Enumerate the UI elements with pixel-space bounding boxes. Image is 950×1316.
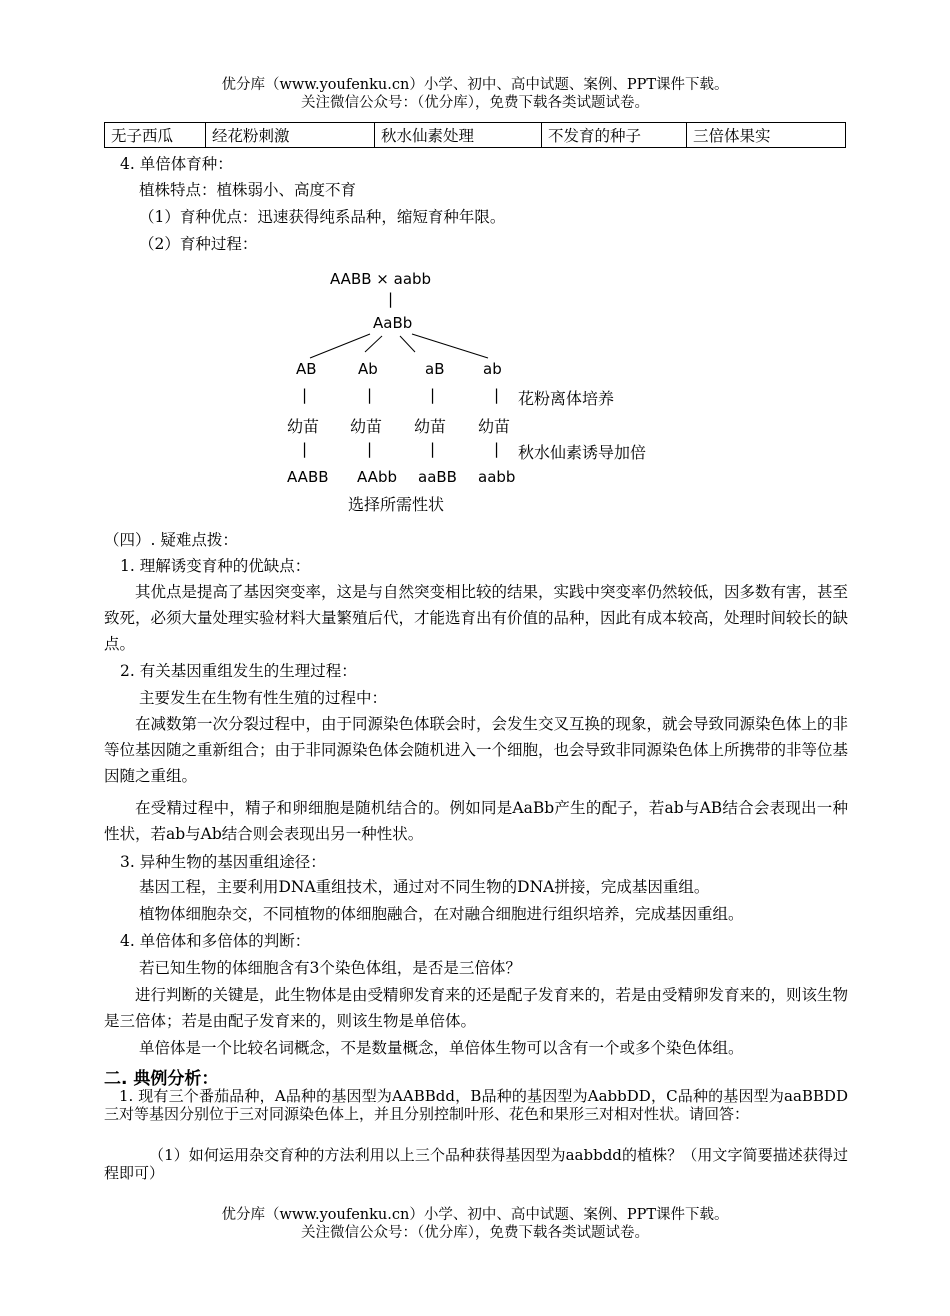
footer-line-1: 优分库（www.youfenku.cn）小学、初中、高中试题、案例、PPT课件下载。 [221,1207,729,1223]
question-1: 1. 现有三个番茄品种，A品种的基因型为AABBdd，B品种的基因型为AabbDD，C品种的基因型为aaBBDD三对等基因分别位于三对同源染色体上，并且分别控制叶形、花色和果形三对相对性状。请回答： [104,1087,848,1123]
result-genotype: AAbb [357,468,397,486]
section4-title: （四）. 疑难点拨： [104,531,238,549]
parents-cross: AABB × aabb [330,270,432,288]
haploid-process: （2）育种过程： [139,235,258,253]
connector-line: | [302,440,308,458]
table-cell: 无子西瓜 [105,123,206,148]
branch-lines [290,330,510,360]
f1-genotype: AaBb [373,314,413,332]
connector-line: | [367,440,373,458]
haploid-traits: 植株特点：植株弱小、高度不育 [139,181,357,199]
gamete-label: Ab [358,360,378,378]
p4-c: 单倍体是一个比较名词概念，不是数量概念，单倍体生物可以含有一个或多个染色体组。 [139,1039,744,1057]
p3-b: 植物体细胞杂交，不同植物的体细胞融合，在对融合细胞进行组织培养，完成基因重组。 [139,905,744,923]
p1-title: 1. 理解诱变育种的优缺点： [120,557,311,575]
p1-text: 其优点是提高了基因突变率，这是与自然突变相比较的结果，实践中突变率仍然较低，因多数有害，甚至致死，必须大量处理实验材料大量繁殖后代，才能选育出有价值的品种，因此有成本较高，处理时间较长的缺点。 [104,583,849,653]
step-colchicine: 秋水仙素诱导加倍 [518,443,647,462]
p3-title: 3. 异种生物的基因重组途径： [120,853,326,871]
connector-line: | [367,386,373,404]
haploid-title: 4. 单倍体育种： [120,155,233,173]
result-genotype: aaBB [418,468,457,486]
gamete-label: AB [296,360,317,378]
footer-line-2: 关注微信公众号：（优分库），免费下载各类试题试卷。 [301,1225,649,1241]
p2-title: 2. 有关基因重组发生的生理过程： [120,662,357,680]
table-cell: 不发育的种子 [542,123,687,148]
p4-title: 4. 单倍体和多倍体的判断： [120,932,311,950]
connector-line: | [388,290,394,308]
seedling-label: 幼苗 [414,417,447,436]
header-line-1: 优分库（www.youfenku.cn）小学、初中、高中试题、案例、PPT课件下载。 [221,77,729,93]
result-genotype: AABB [287,468,329,486]
p2-c: 在受精过程中，精子和卵细胞是随机结合的。例如同是AaBb产生的配子，若ab与AB结合会表现出一种性状，若ab与Ab结合则会表现出另一种性状。 [104,799,848,843]
step-anther-culture: 花粉离体培养 [518,389,615,408]
p4-a: 若已知生物的体细胞含有3个染色体组，是否是三倍体？ [139,959,521,977]
seedling-label: 幼苗 [350,417,383,436]
gamete-label: ab [483,360,502,378]
haploid-advantage: （1）育种优点：迅速获得纯系品种，缩短育种年限。 [139,208,506,226]
connector-line: | [302,386,308,404]
gamete-label: aB [425,360,445,378]
result-genotype: aabb [478,468,516,486]
p2-a: 主要发生在生物有性生殖的过程中： [139,689,388,707]
question-1-1: （1）如何运用杂交育种的方法利用以上三个品种获得基因型为aabbdd的植株？（用文字简要描述获得过程即可） [104,1146,848,1182]
select-trait: 选择所需性状 [348,495,445,514]
table-cell: 秋水仙素处理 [375,123,542,148]
seedless-watermelon-row [104,122,846,148]
connector-line: | [494,386,500,404]
p2-b: 在减数第一次分裂过程中，由于同源染色体联会时，会发生交叉互换的现象，就会导致同源染色体上的非等位基因随之重新组合；由于非同源染色体会随机进入一个细胞，也会导致非同源染色体上所携带的非等位基因随之重组。 [104,715,849,785]
seedling-label: 幼苗 [478,417,511,436]
table-cell: 三倍体果实 [687,123,846,148]
table-cell: 经花粉刺激 [206,123,375,148]
header-line-2: 关注微信公众号：（优分库），免费下载各类试题试卷。 [301,95,649,111]
seedling-label: 幼苗 [287,417,320,436]
p3-a: 基因工程，主要利用DNA重组技术，通过对不同生物的DNA拼接，完成基因重组。 [139,878,710,896]
connector-line: | [430,440,436,458]
p4-b: 进行判断的关键是，此生物体是由受精卵发育来的还是配子发育来的，若是由受精卵发育来的，则该生物是三倍体；若是由配子发育来的，则该生物是单倍体。 [104,986,849,1030]
connector-line: | [494,440,500,458]
section2-title: 二. 典例分析： [104,1069,219,1089]
connector-line: | [430,386,436,404]
